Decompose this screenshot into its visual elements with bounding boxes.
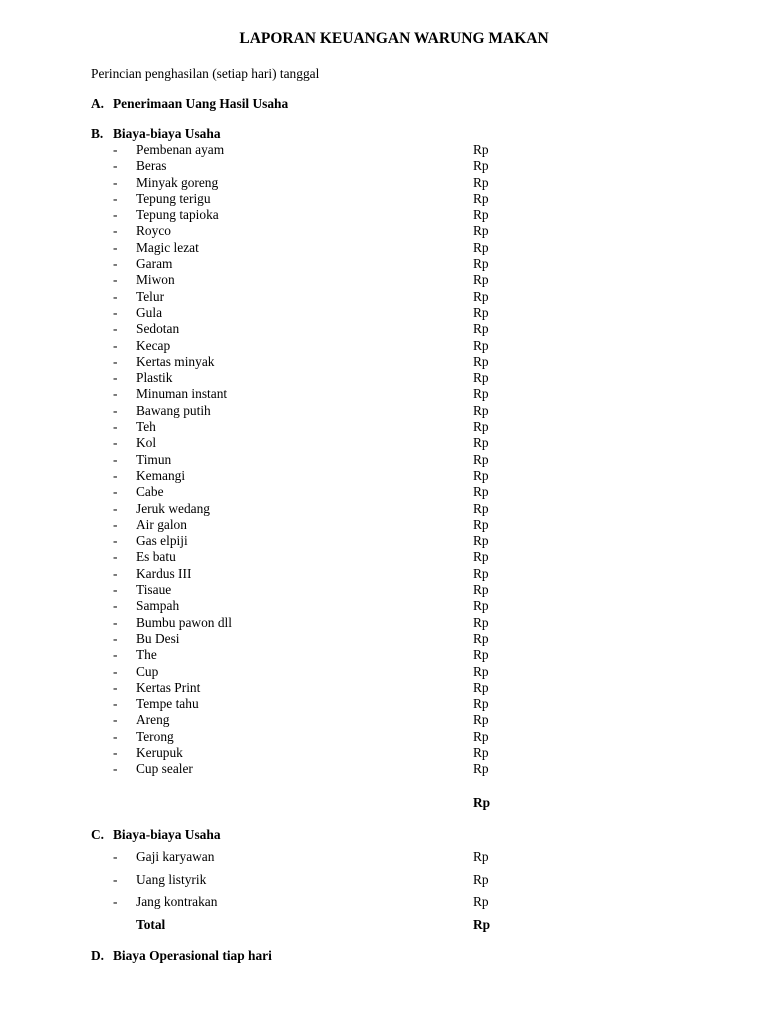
expense-row — [113, 647, 513, 663]
expense-row — [113, 191, 513, 207]
expense-row — [113, 615, 513, 631]
bullet-dash: - — [113, 256, 118, 272]
currency-label: Rp — [473, 614, 489, 630]
bullet-dash: - — [113, 435, 118, 451]
section-c-heading — [91, 827, 221, 843]
section-title: Penerimaan Uang Hasil Usaha — [113, 96, 289, 111]
bullet-dash: - — [113, 744, 118, 760]
currency-label: Rp — [473, 582, 489, 598]
expense-item-label: Kerupuk — [136, 744, 183, 760]
bullet-dash: - — [113, 728, 118, 744]
expense-row — [113, 598, 513, 614]
currency-label: Rp — [473, 419, 489, 435]
bullet-dash: - — [113, 582, 118, 598]
expense-row — [113, 158, 513, 174]
bullet-dash: - — [113, 321, 118, 337]
expense-list-c — [113, 849, 513, 940]
currency-label: Rp — [473, 696, 489, 712]
expense-row — [113, 321, 513, 337]
currency-label: Rp — [473, 304, 489, 320]
expense-item-label: Garam — [136, 256, 173, 272]
bullet-dash: - — [113, 696, 118, 712]
expense-item-label: Gaji karyawan — [136, 849, 215, 864]
expense-item-label: Royco — [136, 223, 171, 239]
currency-label: Rp — [473, 712, 489, 728]
bullet-dash: - — [113, 402, 118, 418]
bullet-dash: - — [113, 894, 118, 910]
expense-item-label: Miwon — [136, 272, 175, 288]
bullet-dash: - — [113, 679, 118, 695]
currency-label: Rp — [473, 744, 489, 760]
expense-row — [113, 533, 513, 549]
bullet-dash: - — [113, 647, 118, 663]
bullet-dash: - — [113, 272, 118, 288]
expense-item-label: Jeruk wedang — [136, 500, 210, 516]
section-title: Biaya Operasional tiap hari — [113, 948, 272, 963]
expense-row — [113, 468, 513, 484]
expense-item-label: Kardus III — [136, 565, 192, 581]
currency-label: Rp — [473, 549, 489, 565]
currency-label: Rp — [473, 158, 489, 174]
currency-label: Rp — [473, 871, 489, 887]
currency-label: Rp — [473, 321, 489, 337]
expense-item-label: The — [136, 647, 157, 663]
currency-label: Rp — [473, 663, 489, 679]
currency-label: Rp — [473, 917, 491, 933]
expense-row — [113, 894, 513, 917]
expense-item-label: Kecap — [136, 337, 171, 353]
currency-label: Rp — [473, 728, 489, 744]
expense-item-label: Timun — [136, 451, 172, 467]
expense-item-label: Kertas Print — [136, 679, 201, 695]
expense-item-label: Kemangi — [136, 467, 186, 483]
bullet-dash: - — [113, 484, 118, 500]
expense-row — [113, 207, 513, 223]
expense-item-label: Cup — [136, 663, 159, 679]
currency-label: Rp — [473, 288, 489, 304]
bullet-dash: - — [113, 761, 118, 777]
expense-item-label: Sampah — [136, 598, 180, 614]
section-letter: A. — [91, 96, 105, 111]
expense-row — [113, 696, 513, 712]
expense-row — [113, 370, 513, 386]
expense-row — [113, 256, 513, 272]
expense-item-label: Kertas minyak — [136, 353, 215, 369]
expense-item-label: Bawang putih — [136, 402, 211, 418]
currency-label: Rp — [473, 500, 489, 516]
section-b-heading — [91, 126, 221, 142]
currency-label: Rp — [473, 516, 489, 532]
bullet-dash: - — [113, 516, 118, 532]
expense-row — [113, 175, 513, 191]
section-letter: B. — [91, 126, 104, 141]
expense-item-label: Uang listyrik — [136, 871, 207, 887]
intro-text: Perincian penghasilan (setiap hari) tanggal — [91, 66, 320, 81]
expense-item-label: Kol — [136, 435, 157, 451]
bullet-dash: - — [113, 223, 118, 239]
expense-row — [113, 761, 513, 777]
expense-item-label: Air galon — [136, 516, 187, 532]
expense-row — [113, 338, 513, 354]
section-letter: C. — [91, 827, 105, 842]
currency-label: Rp — [473, 142, 489, 157]
expense-item-label: Terong — [136, 728, 174, 744]
expense-item-label: Es batu — [136, 549, 176, 565]
bullet-dash: - — [113, 451, 118, 467]
currency-label: Rp — [473, 467, 489, 483]
section-a-heading — [91, 96, 288, 112]
expense-row — [113, 403, 513, 419]
expense-item-label: Minuman instant — [136, 386, 228, 402]
expense-row — [113, 849, 513, 872]
section-d-heading — [91, 948, 272, 964]
expense-row — [113, 419, 513, 435]
expense-item-label: Bumbu pawon dll — [136, 614, 232, 630]
bullet-dash: - — [113, 337, 118, 353]
bullet-dash: - — [113, 630, 118, 646]
expense-item-label: Cabe — [136, 484, 164, 500]
expense-row — [113, 305, 513, 321]
expense-row — [113, 289, 513, 305]
expense-row — [113, 712, 513, 728]
expense-row — [113, 501, 513, 517]
bullet-dash: - — [113, 386, 118, 402]
expense-item-label: Minyak goreng — [136, 174, 219, 190]
expense-item-label: Teh — [136, 419, 156, 435]
bullet-dash: - — [113, 500, 118, 516]
expense-row — [113, 517, 513, 533]
bullet-dash: - — [113, 370, 118, 386]
bullet-dash: - — [113, 158, 118, 174]
currency-label: Rp — [473, 647, 489, 663]
page-title: LAPORAN KEUANGAN WARUNG MAKAN — [239, 30, 549, 47]
expense-item-label: Pembenan ayam — [136, 142, 225, 157]
currency-label: Rp — [473, 370, 489, 386]
currency-label: Rp — [473, 207, 489, 223]
currency-label: Rp — [473, 435, 489, 451]
currency-label: Rp — [473, 174, 489, 190]
expense-row — [113, 680, 513, 696]
expense-row — [113, 354, 513, 370]
currency-label: Rp — [473, 598, 489, 614]
expense-row — [113, 549, 513, 565]
bullet-dash: - — [113, 142, 118, 157]
bullet-dash: - — [113, 598, 118, 614]
currency-label: Rp — [473, 386, 489, 402]
bullet-dash: - — [113, 871, 118, 887]
bullet-dash: - — [113, 849, 118, 864]
currency-label: Rp — [473, 761, 489, 777]
bullet-dash: - — [113, 239, 118, 255]
expense-row — [113, 566, 513, 582]
currency-label: Rp — [473, 533, 489, 549]
expense-row — [113, 872, 513, 895]
currency-label: Rp — [473, 484, 489, 500]
currency-label: Rp — [473, 894, 489, 910]
expense-item-label: Magic lezat — [136, 239, 199, 255]
expense-row — [113, 664, 513, 680]
expense-item-label: Jang kontrakan — [136, 894, 218, 910]
currency-label: Rp — [473, 679, 489, 695]
bullet-dash: - — [113, 207, 118, 223]
bullet-dash: - — [113, 549, 118, 565]
expense-item-label: Plastik — [136, 370, 173, 386]
section-letter: D. — [91, 948, 105, 963]
expense-item-label: Bu Desi — [136, 630, 180, 646]
currency-label: Rp — [473, 353, 489, 369]
bullet-dash: - — [113, 190, 118, 206]
expense-list-b — [113, 142, 513, 778]
section-title: Biaya-biaya Usaha — [113, 827, 221, 842]
expense-row — [113, 142, 513, 158]
currency-label: Rp — [473, 190, 489, 206]
expense-item-label: Gas elpiji — [136, 533, 188, 549]
bullet-dash: - — [113, 663, 118, 679]
currency-label: Rp — [473, 402, 489, 418]
currency-label: Rp — [473, 451, 489, 467]
expense-row — [113, 272, 513, 288]
expense-item-label: Tisaue — [136, 582, 172, 598]
currency-label: Rp — [473, 630, 489, 646]
total-row — [113, 917, 513, 940]
currency-label: Rp — [473, 256, 489, 272]
bullet-dash: - — [113, 174, 118, 190]
expense-row — [113, 240, 513, 256]
currency-label: Rp — [473, 239, 489, 255]
currency-label: Rp — [473, 849, 489, 864]
expense-row — [113, 452, 513, 468]
expense-item-label: Cup sealer — [136, 761, 193, 777]
bullet-dash: - — [113, 712, 118, 728]
bullet-dash: - — [113, 565, 118, 581]
expense-item-label: Tempe tahu — [136, 696, 199, 712]
bullet-dash: - — [113, 467, 118, 483]
bullet-dash: - — [113, 288, 118, 304]
currency-label: Rp — [473, 223, 489, 239]
total-label: Total — [136, 917, 166, 933]
bullet-dash: - — [113, 304, 118, 320]
expense-row — [113, 223, 513, 239]
expense-row — [113, 631, 513, 647]
expense-item-label: Gula — [136, 304, 163, 320]
expense-item-label: Sedotan — [136, 321, 180, 337]
expense-item-label: Areng — [136, 712, 170, 728]
expense-row — [113, 435, 513, 451]
expense-item-label: Telur — [136, 288, 165, 304]
expense-row — [113, 386, 513, 402]
expense-row — [113, 582, 513, 598]
currency-label: Rp — [473, 272, 489, 288]
subtotal-currency: Rp — [473, 795, 491, 810]
expense-item-label: Tepung terigu — [136, 190, 211, 206]
expense-row — [113, 484, 513, 500]
expense-row — [113, 745, 513, 761]
expense-row — [113, 729, 513, 745]
currency-label: Rp — [473, 337, 489, 353]
bullet-dash: - — [113, 419, 118, 435]
expense-item-label: Tepung tapioka — [136, 207, 219, 223]
bullet-dash: - — [113, 614, 118, 630]
section-title: Biaya-biaya Usaha — [113, 126, 221, 141]
expense-item-label: Beras — [136, 158, 167, 174]
bullet-dash: - — [113, 353, 118, 369]
bullet-dash: - — [113, 533, 118, 549]
currency-label: Rp — [473, 565, 489, 581]
